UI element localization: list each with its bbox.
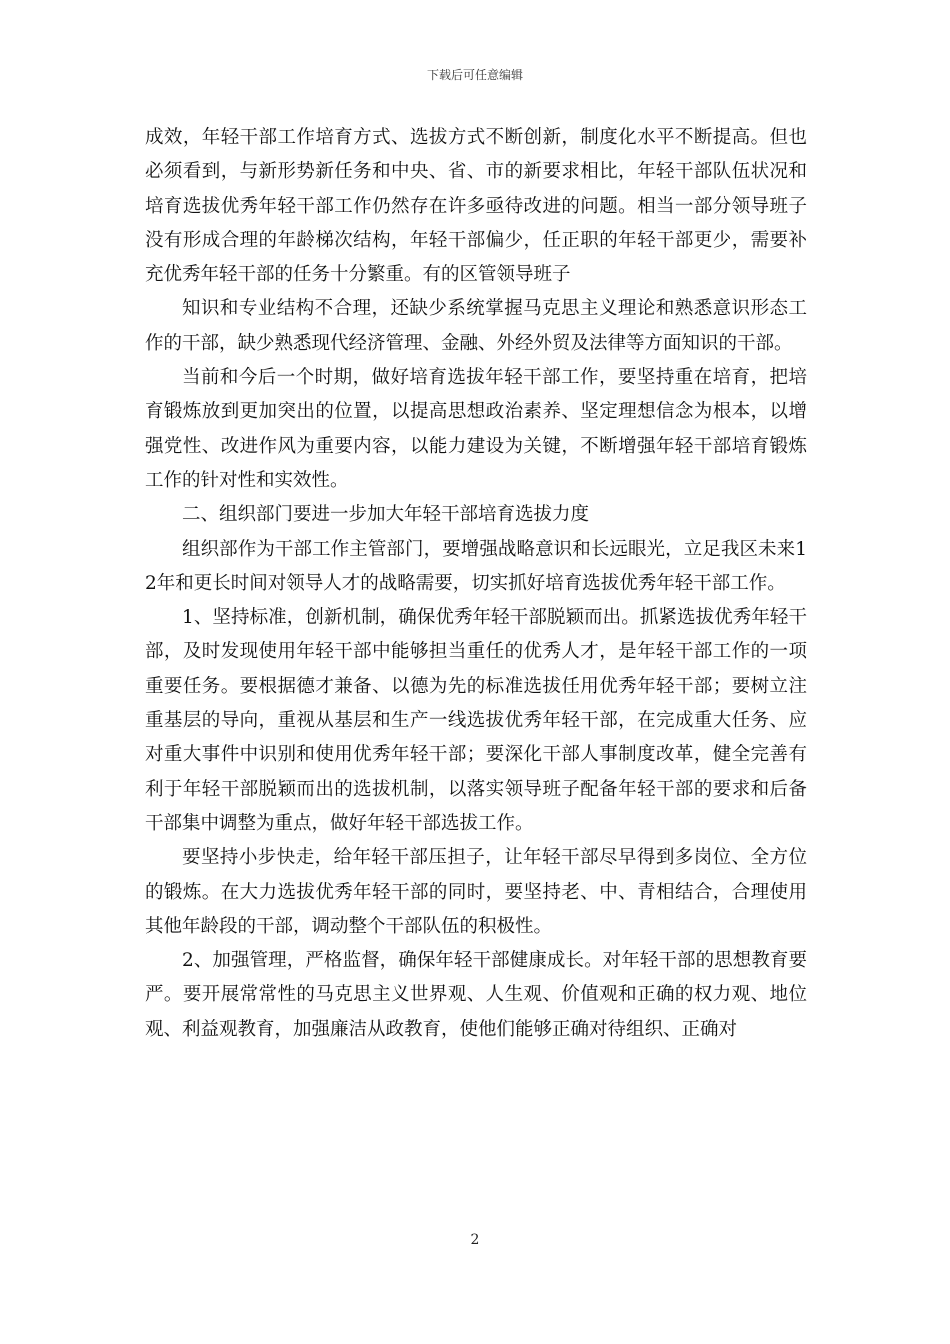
paragraph: 组织部作为干部工作主管部门，要增强战略意识和长远眼光，立足我区未来12年和更长时间对领导人才的战略需要，切实抓好培育选拔优秀年轻干部工作。 <box>145 538 807 594</box>
paragraph: 当前和今后一个时期，做好培育选拔年轻干部工作，要坚持重在培育，把培育锻炼放到更加突出的位置，以提高思想政治素养、坚定理想信念为根本，以增强党性、改进作风为重要内容，以能力建设为关键，不断增强年轻干部培育锻炼工作的针对性和实效性。 <box>145 367 807 491</box>
page-header: 下载后可任意编辑 <box>426 68 523 82</box>
document-body <box>145 121 807 1047</box>
page-number: 2 <box>470 1232 480 1248</box>
paragraph: 要坚持小步快走，给年轻干部压担子，让年轻干部尽早得到多岗位、全方位的锻炼。在大力选拔优秀年轻干部的同时，要坚持老、中、青相结合，合理使用其他年龄段的干部，调动整个干部队伍的积极性。 <box>145 847 807 937</box>
paragraph-continuation: 成效，年轻干部工作培育方式、选拔方式不断创新，制度化水平不断提高。但也必须看到，与新形势新任务和中央、省、市的新要求相比，年轻干部队伍状况和培育选拔优秀年轻干部工作仍然存在许多亟待改进的问题。相当一部分领导班子没有形成合理的年龄梯次结构，年轻干部偏少，任正职的年轻干部更少，需要补充优秀年轻干部的任务十分繁重。有的区管领导班子 <box>145 127 807 286</box>
paragraph: 1、坚持标准，创新机制，确保优秀年轻干部脱颖而出。抓紧选拔优秀年轻干部，及时发现使用年轻干部中能够担当重任的优秀人才，是年轻干部工作的一项重要任务。要根据德才兼备、以德为先的标准选拔任用优秀年轻干部；要树立注重基层的导向，重视从基层和生产一线选拔优秀年轻干部，在完成重大任务、应对重大事件中识别和使用优秀年轻干部；要深化干部人事制度改革，健全完善有利于年轻干部脱颖而出的选拔机制，以落实领导班子配备年轻干部的要求和后备干部集中调整为重点，做好年轻干部选拔工作。 <box>145 607 807 834</box>
paragraph: 知识和专业结构不合理，还缺少系统掌握马克思主义理论和熟悉意识形态工作的干部，缺少熟悉现代经济管理、金融、外经外贸及法律等方面知识的干部。 <box>145 298 807 354</box>
paragraph: 2、加强管理，严格监督，确保年轻干部健康成长。对年轻干部的思想教育要严。要开展常常性的马克思主义世界观、人生观、价值观和正确的权力观、地位观、利益观教育，加强廉洁从政教育，使他们能够正确对待组织、正确对 <box>145 950 807 1040</box>
section-heading: 二、组织部门要进一步加大年轻干部培育选拔力度 <box>182 504 590 526</box>
